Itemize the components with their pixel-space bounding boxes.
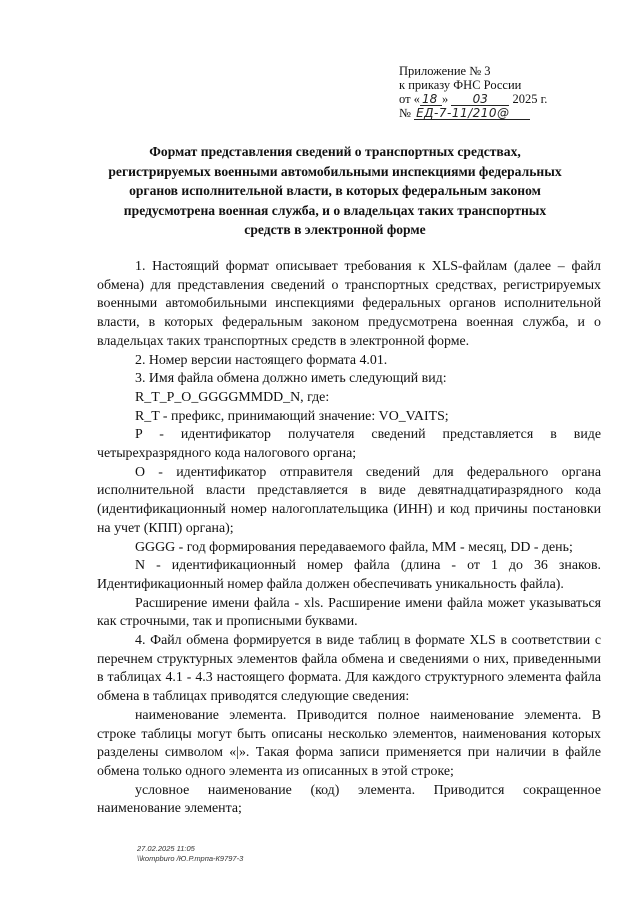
appendix-header: [399, 64, 547, 120]
date-prefix: от «: [399, 92, 420, 106]
paragraph-4: R_T_P_O_GGGGMMDD_N, где:: [135, 389, 330, 405]
paragraph-12: наименование элемента. Приводится полное наименование элемента. В строке таблицы могут быть описаны несколько элементов, наименования которых разделены символом «|». Такая форма записи применяется при наличии в файле обмена только одного элемента из описанных в этой строке;: [97, 707, 601, 779]
paragraph-6: P - идентификатор получателя сведений представляется в виде четырехразрядного кода налогового органа;: [97, 427, 601, 462]
appendix-number-line: [399, 106, 547, 120]
paragraph-10: Расширение имени файла - xls. Расширение имени файла может указываться как строчными, так и прописными буквами.: [97, 595, 601, 630]
paragraph-13: условное наименование (код) элемента. Приводится сокращенное наименование элемента;: [97, 782, 601, 817]
date-day-handwritten: 18: [420, 93, 442, 106]
number-prefix: №: [399, 106, 411, 120]
document-body: [97, 258, 601, 819]
paragraph-8: GGGG - год формирования передаваемого файла, MM - месяц, DD - день;: [135, 539, 573, 555]
paragraph-1: 1. Настоящий формат описывает требования к XLS-файлам (далее – файл обмена) для представления сведений о транспортных средствах, регистрируемых военными автомобильными инспекциями федеральных органов исполнительной власти, в которых федеральным законом предусмотрена военная служба, и о владельцах таких транспортных средств в электронной форме.: [97, 259, 601, 349]
footer-path: \\kompburo /Ю.Р.трпа-К9797-3: [137, 853, 244, 863]
appendix-line-1: Приложение № 3: [399, 64, 491, 78]
paragraph-5: R_T - префикс, принимающий значение: VO_VAITS;: [135, 408, 449, 424]
document-title: Формат представления сведений о транспортных средствах, регистрируемых военными автомобильными инспекциями федеральных органов исполнительной власти, в которых федеральным законом предусмотрена военная служба, и о владельцах таких транспортных средств в электронной форме: [108, 144, 562, 237]
paragraph-11: 4. Файл обмена формируется в виде таблиц в формате XLS в соответствии с перечнем структурных элементов файла обмена и сведениями о них, приведенными в таблицах 4.1 - 4.3 настоящего формата. Для каждого структурного элемента файла обмена в таблицах приводятся следующие сведения:: [97, 633, 601, 705]
date-year: 2025 г.: [512, 92, 548, 106]
print-footer: [137, 844, 243, 863]
appendix-line-2: к приказу ФНС России: [399, 78, 522, 92]
paragraph-9: N - идентификационный номер файла (длина - от 1 до 36 знаков. Идентификационный номер файла должен обеспечивать уникальность файла).: [97, 558, 601, 592]
date-sep: »: [441, 92, 449, 106]
number-handwritten: ЕД-7-11/210@: [414, 107, 530, 120]
paragraph-7: O - идентификатор отправителя сведений для федерального органа исполнительной власти представляется в виде девятнадцатиразрядного кода (идентификационный номер налогоплательщика (ИНН) и код причины постановки на учет (КПП) органа);: [97, 464, 601, 536]
paragraph-2: 2. Номер версии настоящего формата 4.01.: [135, 352, 388, 368]
date-month-handwritten: 03: [451, 93, 509, 106]
appendix-date-line: [399, 92, 547, 106]
paragraph-3: 3. Имя файла обмена должно иметь следующий вид:: [135, 371, 447, 387]
footer-timestamp: 27.02.2025 11:05: [137, 844, 195, 853]
